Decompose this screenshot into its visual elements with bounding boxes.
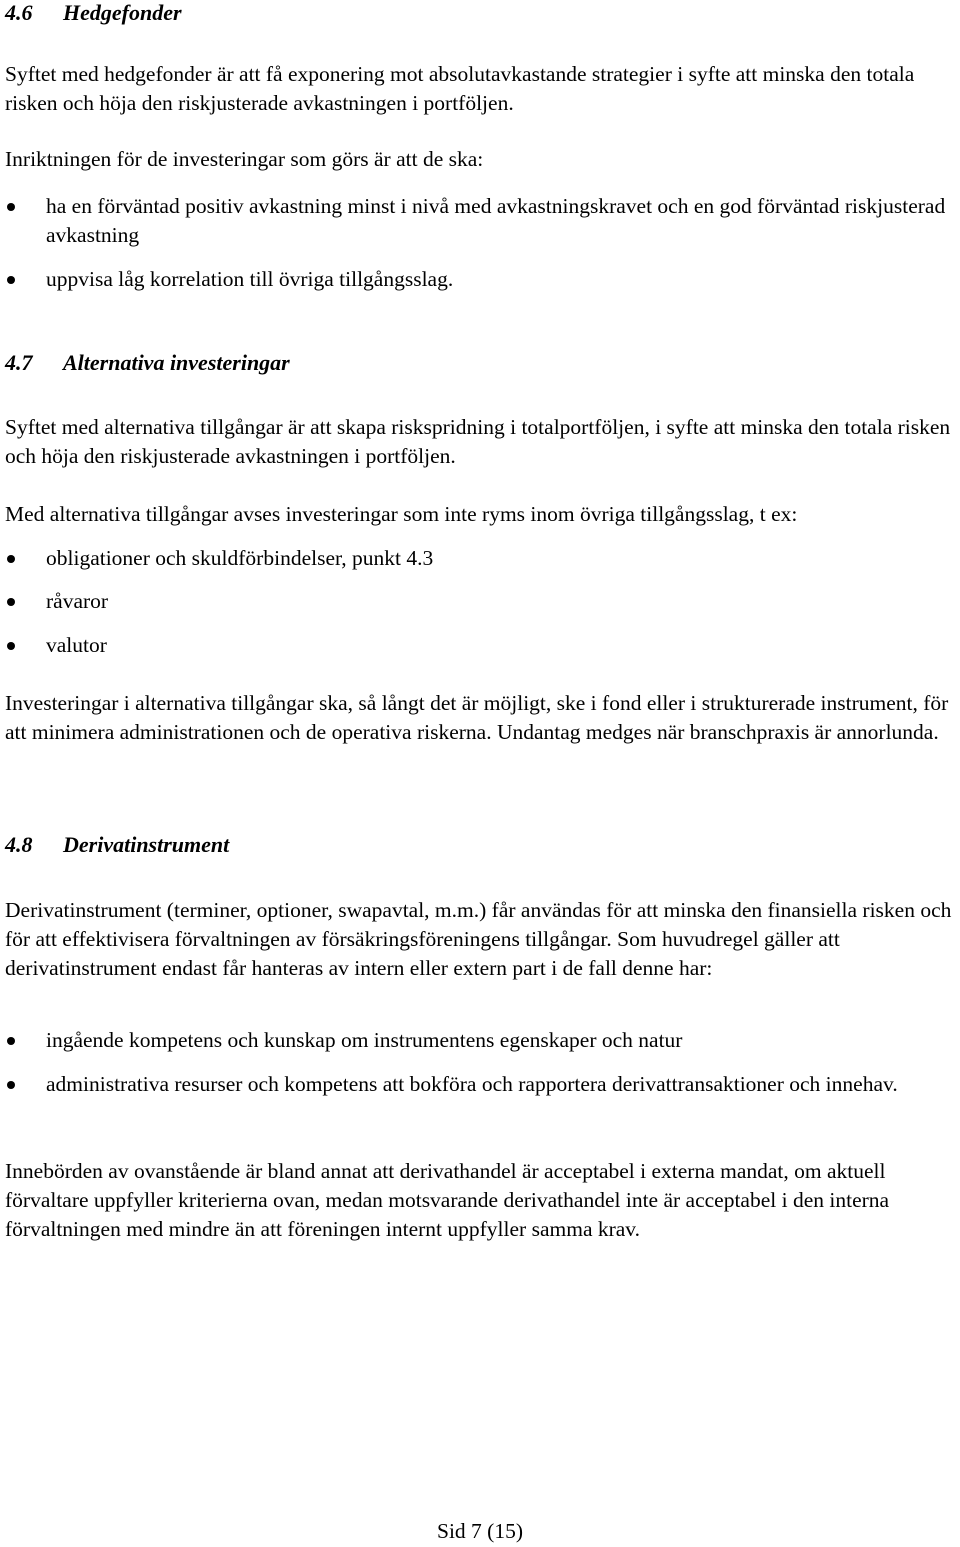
list-item-text: uppvisa låg korrelation till övriga tillgångsslag. bbox=[46, 267, 454, 291]
list-item bbox=[5, 1070, 956, 1099]
section-heading-4-6 bbox=[5, 0, 956, 27]
paragraph-alternativa-purpose: Syftet med alternativa tillgångar är att skapa riskspridning i totalportföljen, i syfte att minska den totala risken och höja den riskjusterade avkastningen i portföljen. bbox=[5, 415, 951, 468]
section-heading-4-7 bbox=[5, 348, 956, 377]
list-item-text: obligationer och skuldförbindelser, punkt 4.3 bbox=[46, 546, 434, 570]
paragraph-alternativa-definition: Med alternativa tillgångar avses investeringar som inte ryms inom övriga tillgångsslag, t ex: bbox=[5, 502, 798, 526]
list-item bbox=[5, 631, 956, 660]
paragraph-hedgefonder-intro: Inriktningen för de investeringar som görs är att de ska: bbox=[5, 147, 484, 171]
page-number: Sid 7 (15) bbox=[437, 1519, 523, 1543]
section-heading-4-8 bbox=[5, 830, 956, 859]
section-number: 4.8 bbox=[5, 832, 33, 857]
list-item bbox=[5, 1026, 956, 1055]
paragraph-derivat-rules: Derivatinstrument (terminer, optioner, swapavtal, m.m.) får användas för att minska den finansiella risken och för att effektivisera förvaltningen av försäkringsföreningens tillgångar. Som huvudregel gäller att derivatinstrument endast får hanteras av intern eller extern part i de fall denne har: bbox=[5, 898, 952, 980]
list-item bbox=[5, 587, 956, 616]
list-item-text: råvaror bbox=[46, 589, 109, 613]
list-item-text: ingående kompetens och kunskap om instrumentens egenskaper och natur bbox=[46, 1028, 683, 1052]
list-item bbox=[5, 544, 956, 573]
section-title: Derivatinstrument bbox=[63, 832, 230, 857]
paragraph-derivat-implication: Innebörden av ovanstående är bland annat att derivathandel är acceptabel i externa mandat, om aktuell förvaltare uppfyller kriterierna ovan, medan motsvarande derivathandel inte är acceptabel i den interna förvaltningen med mindre än att föreningen internt uppfyller samma krav. bbox=[5, 1159, 890, 1241]
section-number: 4.7 bbox=[5, 350, 33, 375]
paragraph-alternativa-instruments: Investeringar i alternativa tillgångar ska, så långt det är möjligt, ske i fond eller i strukturerade instrument, för att minimera administrationen och de operativa riskerna. Undantag medges när branschpraxis är annorlunda. bbox=[5, 691, 949, 744]
paragraph-hedgefonder-purpose: Syftet med hedgefonder är att få exponering mot absolutavkastande strategier i syfte att minska den totala risken och höja den riskjusterade avkastningen i portföljen. bbox=[5, 62, 915, 115]
section-title: Hedgefonder bbox=[63, 0, 182, 25]
list-item-text: ha en förväntad positiv avkastning minst i nivå med avkastningskravet och en god förväntad riskjusterad avkastning bbox=[46, 194, 946, 247]
list-item-text: valutor bbox=[46, 633, 107, 657]
list-item bbox=[5, 192, 956, 250]
section-title: Alternativa investeringar bbox=[63, 350, 290, 375]
list-item-text: administrativa resurser och kompetens att bokföra och rapportera derivattransaktioner och innehav. bbox=[46, 1072, 898, 1096]
list-item bbox=[5, 265, 956, 294]
section-number: 4.6 bbox=[5, 0, 33, 25]
